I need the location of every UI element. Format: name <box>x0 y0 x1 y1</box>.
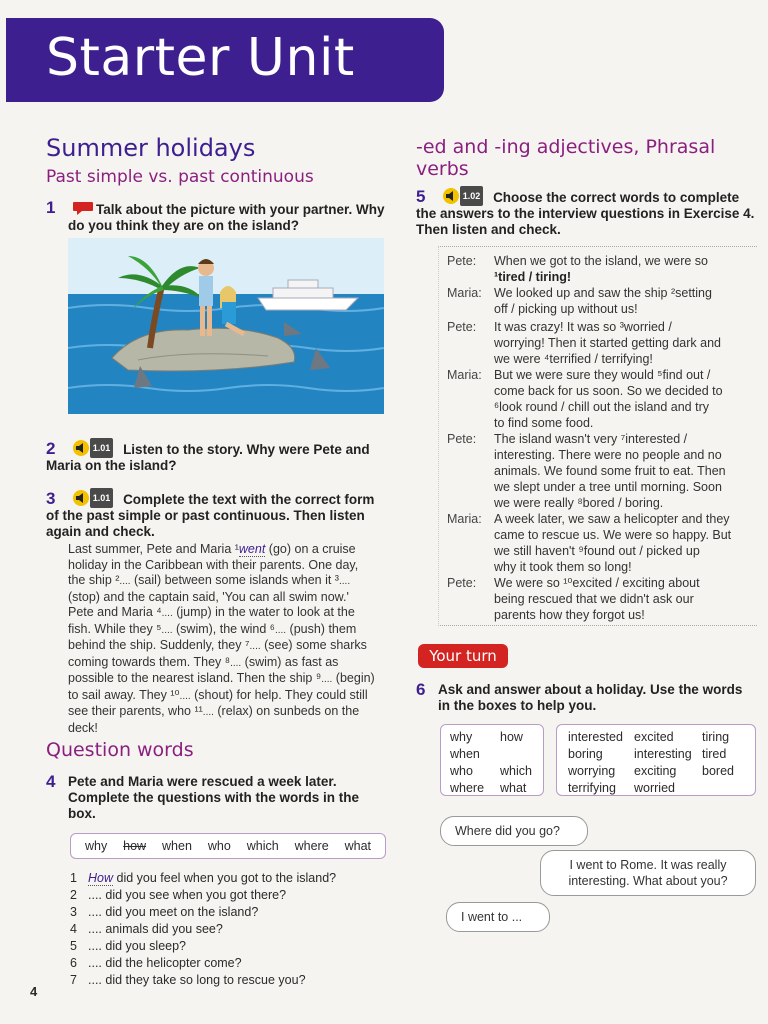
list-item: 4 .... animals did you see? <box>70 922 223 936</box>
track-label: 1.02 <box>460 186 484 206</box>
list-item: 3 .... did you meet on the island? <box>70 905 259 919</box>
interview-dialog: Pete: When we got to the island, we were so ¹tired / tiring! Maria: We looked up and saw the ship ²setting off / picking up without us! Pete: It was crazy! It was so ³worried / worrying! Then it started getting dark and we were ⁴terrified / terrifying! Maria: But we were sure they would ⁵find out / come back for us soon. So we decided to ⁶look round / chill out the island and try to find some food. Pete: The island wasn't very ⁷interested / interesting. There were no people and no animals. We found some fruit to eat. Then we slept under a tree until morning. Soon we were really ⁸bored / boring. Maria: A week later, we saw a helicopter and they came to rescue us. We were so happy. But we still haven't ⁹found out / picked up why it took them so long! Pete: We were so ¹⁰excited / exciting about being rescued that we didn't ask our parents how they forgot us! <box>438 246 757 626</box>
page-number: 4 <box>30 984 38 999</box>
exercise-6 <box>416 680 756 714</box>
word-when: when <box>162 839 192 853</box>
audio-track-1-01-b[interactable] <box>72 488 114 508</box>
exercise-1-instruction: Talk about the picture with your partner. Why do you think they are on the island? <box>68 202 385 233</box>
speech-bubble-2: I went to Rome. It was really interesting. What about you? <box>540 850 756 896</box>
word-where: where <box>294 839 329 853</box>
exercise-3 <box>46 488 376 736</box>
list-item: 1 How did you feel when you got to the island? <box>70 871 337 885</box>
audio-track-1-01[interactable] <box>72 438 114 458</box>
section-title-question-words: Question words <box>46 739 194 761</box>
exercise-3-number: 3 <box>46 489 56 508</box>
unit-title: Starter Unit <box>46 28 355 88</box>
list-item: 7 .... did they take so long to rescue you? <box>70 973 306 987</box>
blank-1-answer[interactable]: went <box>238 542 266 556</box>
section-title-summer-holidays: Summer holidays <box>46 134 256 162</box>
exercise-5-instruction: Choose the correct words to complete the answers to the interview questions in Exercise 4. Then listen and check. <box>416 190 755 237</box>
exercise-6-instruction: Ask and answer about a holiday. Use the words in the boxes to help you. <box>438 682 743 713</box>
word-which: which <box>246 839 279 853</box>
your-turn-badge: Your turn <box>418 644 508 668</box>
list-item: 6 .... did the helicopter come? <box>70 956 242 970</box>
island-illustration <box>68 238 384 414</box>
word-who: who <box>207 839 231 853</box>
exercise-4 <box>46 772 386 822</box>
exercise-3-instruction: Complete the text with the correct form of the past simple or past continuous. Then listen again and check. <box>46 492 375 539</box>
story-text: Last summer, Pete and Maria ¹went (go) on a cruise holiday in the Caribbean with their parents. One day, the ship ².... (sail) between some islands when it ³.... (stop) and the captain said, 'You can all swim now.' Pete and Maria ⁴.... (jump) in the water to look at the fish. While they ⁵.... (swim), the wind ⁶.... (push) them behind the ship. Suddenly, they ⁷.... (see) some sharks coming towards them. They ⁸.... (swim) as fast as possible to the nearest island. Then the ship ⁹.... (begin) to sail away. They ¹⁰.... (shout) for help. They could still see their parents, who ¹¹.... (relax) on sunbeds on the deck! <box>68 542 375 735</box>
word-how: how <box>123 839 147 853</box>
exercise-4-number: 4 <box>46 772 56 791</box>
track-label: 1.01 <box>90 488 114 508</box>
word-what: what <box>344 839 372 853</box>
audio-track-1-02[interactable] <box>442 186 484 206</box>
speech-bubble-3: I went to ... <box>446 902 550 932</box>
list-item: 5 .... did you sleep? <box>70 939 187 953</box>
speech-bubble-icon <box>72 202 94 214</box>
question-word-box: why how when who which where what <box>440 724 544 796</box>
exercise-4-instruction: Pete and Maria were rescued a week later. Complete the questions with the words in the box. <box>68 774 360 821</box>
word-why: why <box>84 839 108 853</box>
exercise-5 <box>416 186 756 238</box>
track-label: 1.01 <box>90 438 114 458</box>
exercise-1 <box>46 198 386 234</box>
unit-banner <box>6 18 444 102</box>
exercise-5-number: 5 <box>416 187 426 206</box>
list-item: 2 .... did you see when you got there? <box>70 888 287 902</box>
speech-bubble-1: Where did you go? <box>440 816 588 846</box>
word-box <box>70 833 386 859</box>
exercise-2-instruction: Listen to the story. Why were Pete and Maria on the island? <box>46 442 370 473</box>
exercise-2 <box>46 438 376 474</box>
subtitle-past-simple: Past simple vs. past continuous <box>46 167 314 187</box>
exercise-6-number: 6 <box>416 680 426 699</box>
adjective-box: interested excited tiring boring interesting tired worrying exciting bored terrifying worried <box>556 724 756 796</box>
question-list <box>70 870 390 989</box>
section-title-adjectives: -ed and -ing adjectives, Phrasal verbs <box>416 136 716 180</box>
exercise-1-number: 1 <box>46 198 56 217</box>
exercise-2-number: 2 <box>46 439 56 458</box>
